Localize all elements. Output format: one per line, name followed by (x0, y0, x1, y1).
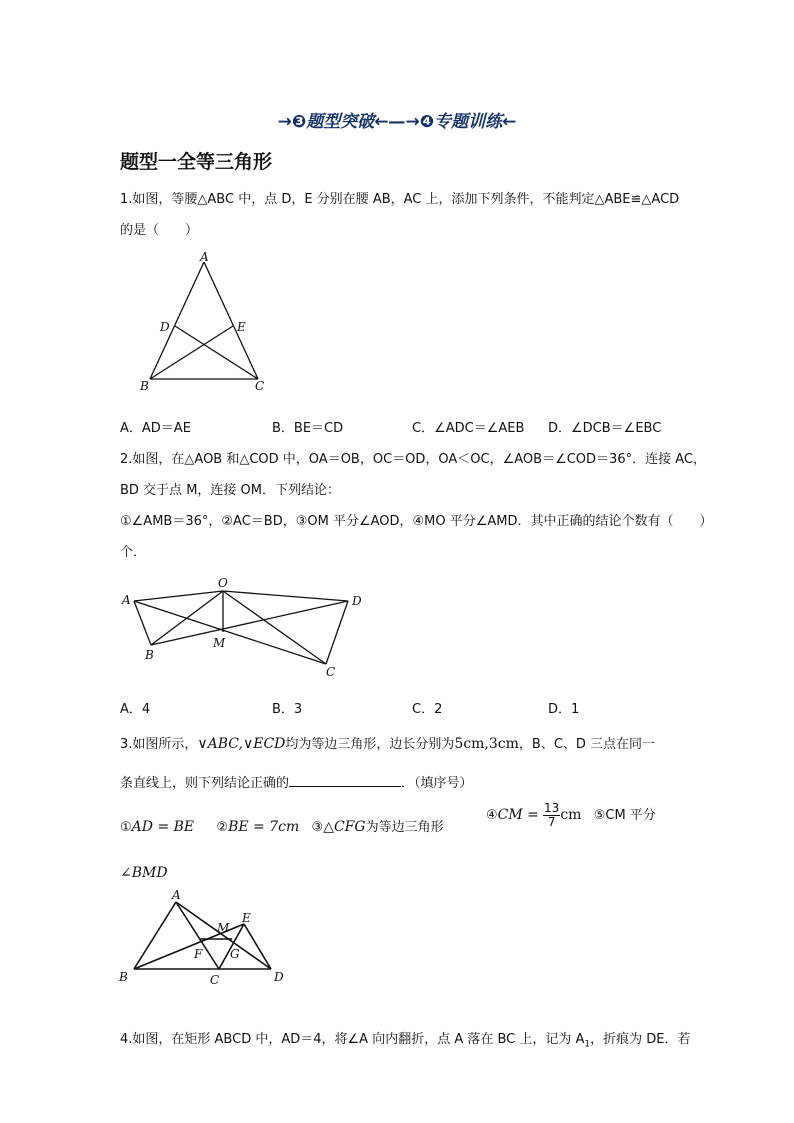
q3-c1-num: ① (120, 820, 132, 835)
q2-segment-ab (134, 601, 151, 645)
q1-option-a: A．AD＝AE (120, 421, 191, 436)
q3-side-ed (244, 924, 271, 969)
q3-lengths: 5cm,3cm (454, 736, 519, 752)
q2-text-line4: 个． (120, 545, 147, 560)
q1-figure (130, 248, 280, 398)
q3-c1-math: AD = BE (131, 819, 195, 835)
q3-c5: ⑤CM 平分 (593, 808, 656, 823)
q3-c4 (486, 802, 656, 829)
q4-text-line1 (120, 1028, 691, 1050)
q1-label-c: C (255, 379, 265, 393)
q4-text-post: ，折痕为 DE．若 (590, 1032, 691, 1047)
q3-text-line2-post: ．（填序号） (401, 776, 473, 791)
q2-text-line2: BD 交于点 M，连接 OM．下列结论： (120, 483, 340, 498)
q3-c2-math: BE = 7cm (228, 819, 300, 835)
q2-label-d: D (352, 594, 362, 608)
q2-segment-oc (223, 591, 326, 664)
q2-label-o: O (218, 576, 228, 590)
q1-text-line1: 1.如图，等腰△ABC 中，点 D，E 分别在腰 AB，AC 上，添加下列条件，不能判定△ABE≌△ACD (120, 192, 680, 207)
q3-c4-num: ④ (486, 808, 498, 823)
q2-option-c: C．2 (412, 702, 443, 717)
q1-text-line2: 的是（ ） (120, 223, 199, 238)
q3-c5-angle: ∠BMD (120, 865, 168, 881)
q3-triangles: ∨ABC,∨ECD (197, 736, 286, 752)
q3-c4-numerator: 13 (544, 801, 560, 815)
q1-option-d: D．∠DCB＝∠EBC (548, 421, 662, 436)
q2-label-a: A (122, 593, 131, 607)
q3-text-post: ，B、C、D 三点在同一 (518, 737, 656, 752)
q3-c4-fraction (543, 802, 560, 829)
q3-label-d: D (274, 970, 284, 984)
q3-label-m: M (217, 921, 230, 935)
q3-c4-denominator: 7 (547, 815, 556, 829)
q3-label-f: F (194, 947, 203, 961)
q3-label-b: B (119, 970, 128, 984)
q3-text-line1 (120, 733, 655, 752)
q1-label-d: D (160, 320, 170, 334)
q3-figure (114, 886, 294, 986)
q3-segment-ad (176, 902, 271, 969)
q3-label-a: A (172, 888, 181, 902)
q3-c3-text: 为等边三角形 (365, 820, 444, 835)
q2-label-c: C (326, 665, 336, 679)
q4-subscript: 1 (584, 1039, 591, 1050)
q2-option-b: B．3 (272, 702, 303, 717)
q3-c3-math: △CFG (323, 819, 366, 835)
q2-segment-dc (326, 601, 348, 664)
q2-segment-ac (134, 601, 326, 664)
q2-option-a: A．4 (120, 702, 151, 717)
q2-segment-ao (134, 591, 223, 601)
q2-label-b: B (145, 648, 154, 662)
q1-label-a: A (200, 250, 209, 264)
q1-option-c: C．∠ADC＝∠AEB (412, 421, 525, 436)
q3-label-e: E (242, 911, 251, 925)
q3-text-pre: 3.如图所示， (120, 737, 198, 752)
q2-text-line3: ①∠AMB＝36°，②AC＝BD，③OM 平分∠AOD，④MO 平分∠AMD．其中正确的结论个数有（ ） (120, 514, 713, 529)
q1-label-b: B (140, 379, 149, 393)
q3-conclusions (120, 816, 444, 835)
section-title: 题型一全等三角形 (120, 151, 273, 173)
q1-label-e: E (237, 320, 246, 334)
q3-label-c: C (210, 973, 220, 986)
q2-label-m: M (213, 636, 226, 650)
q3-text-mid: 均为等边三角形，边长分别为 (285, 737, 455, 752)
q3-side-ab (134, 902, 176, 969)
section-banner: →❸题型突破←—→❹专题训练← (277, 112, 517, 132)
q3-c4-math: CM = (497, 807, 539, 823)
q3-label-g: G (230, 947, 240, 961)
q2-option-d: D．1 (548, 702, 580, 717)
q2-figure (118, 572, 378, 682)
q3-text-line2 (120, 772, 473, 791)
q2-text-line1: 2.如图，在△AOB 和△COD 中，OA＝OB，OC＝OD，OA＜OC，∠AOB＝∠COD＝36°．连接 AC， (120, 452, 706, 467)
q1-option-b: B．BE＝CD (272, 421, 344, 436)
q3-answer-blank[interactable] (289, 774, 401, 787)
q4-text-pre: 4.如图，在矩形 ABCD 中，AD＝4，将∠A 向内翻折，点 A 落在 BC 上，记为 A (120, 1032, 585, 1047)
q3-text-line2-pre: 条直线上，则下列结论正确的 (120, 776, 290, 791)
q2-segment-od (223, 591, 348, 601)
q3-c3-num: ③ (311, 820, 324, 835)
q3-c4-unit: cm (560, 807, 582, 823)
q3-c2-num: ② (216, 820, 229, 835)
